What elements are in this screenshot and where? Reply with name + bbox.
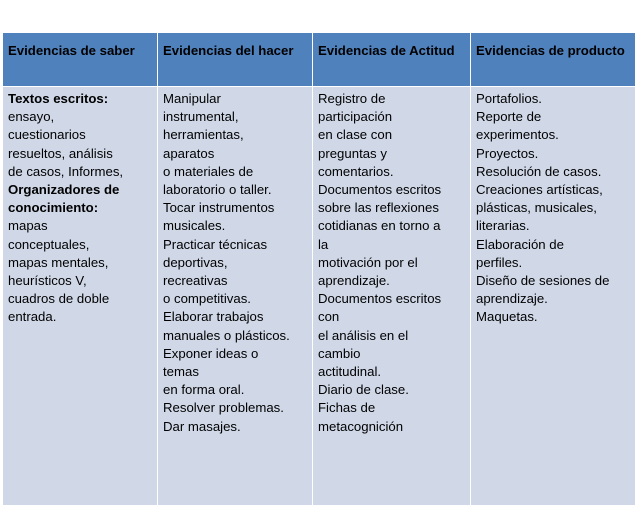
cell-line: preguntas y xyxy=(318,145,387,161)
cell-line: entrada. xyxy=(8,309,57,325)
cell-line: conocimiento: xyxy=(8,200,99,216)
table-header-row xyxy=(3,33,636,87)
cell-line: cotidianas en torno a xyxy=(318,218,441,234)
cell-line: Textos escritos: xyxy=(8,91,109,106)
cell-line: perfiles. xyxy=(476,254,523,270)
cell-line: Elaboración de xyxy=(476,236,564,252)
cell-line: herramientas, xyxy=(163,127,244,143)
cell-line: deportivas, xyxy=(163,254,228,270)
cell-line: instrumental, xyxy=(163,109,239,125)
cell-line: cambio xyxy=(318,345,361,361)
header-actitud: Evidencias de Actitud xyxy=(313,33,471,87)
cell-line: aprendizaje. xyxy=(476,291,548,307)
cell-line: el análisis en el xyxy=(318,327,409,343)
cell-line: musicales. xyxy=(163,218,226,234)
cell-line: aprendizaje. xyxy=(318,273,390,289)
cell-line: manuales o plásticos. xyxy=(163,327,290,343)
cell-line: Exponer ideas o xyxy=(163,345,259,361)
cell-line: Elaborar trabajos xyxy=(163,309,264,325)
cell-line: resueltos, análisis xyxy=(8,145,113,161)
cell-line: laboratorio o taller. xyxy=(163,182,272,198)
cell-line: Tocar instrumentos xyxy=(163,200,275,216)
cell-line: recreativas xyxy=(163,273,228,289)
cell-line: Resolver problemas. xyxy=(163,400,284,416)
cell-line: mapas xyxy=(8,218,48,234)
cell-line: Registro de xyxy=(318,91,386,106)
table-row xyxy=(3,87,636,506)
cell-line: cuestionarios xyxy=(8,127,86,143)
cell-actitud xyxy=(313,87,471,506)
cell-line: sobre las reflexiones xyxy=(318,200,439,216)
cell-producto xyxy=(471,87,636,506)
cell-line: literarias. xyxy=(476,218,530,234)
cell-line: Practicar técnicas xyxy=(163,236,268,252)
cell-line: Manipular xyxy=(163,91,221,106)
cell-line: heurísticos V, xyxy=(8,273,87,289)
cell-line: o competitivas. xyxy=(163,291,251,307)
cell-line: en forma oral. xyxy=(163,382,245,398)
cell-line: cuadros de doble xyxy=(8,291,110,307)
cell-line: Diario de clase. xyxy=(318,382,409,398)
cell-line: Creaciones artísticas, xyxy=(476,182,603,198)
cell-line: motivación por el xyxy=(318,254,418,270)
header-hacer: Evidencias del hacer xyxy=(158,33,313,87)
cell-line: participación xyxy=(318,109,393,125)
cell-line: aparatos xyxy=(163,145,215,161)
cell-line: Proyectos. xyxy=(476,145,539,161)
cell-line: Documentos escritos xyxy=(318,182,442,198)
cell-saber xyxy=(3,87,158,506)
cell-line: Documentos escritos xyxy=(318,291,442,307)
cell-line: Dar masajes. xyxy=(163,418,241,434)
cell-line: Maquetas. xyxy=(476,309,538,325)
cell-line: metacognición xyxy=(318,418,404,434)
cell-line: Portafolios. xyxy=(476,91,542,106)
cell-line: ensayo, xyxy=(8,109,55,125)
header-producto: Evidencias de producto xyxy=(471,33,636,87)
cell-line: comentarios. xyxy=(318,163,394,179)
cell-line: con xyxy=(318,309,340,325)
cell-line: conceptuales, xyxy=(8,236,90,252)
cell-hacer xyxy=(158,87,313,506)
cell-line: Diseño de sesiones de xyxy=(476,273,610,289)
cell-line: experimentos. xyxy=(476,127,559,143)
cell-line: plásticas, musicales, xyxy=(476,200,597,216)
cell-line: Resolución de casos. xyxy=(476,163,602,179)
cell-line: de casos, Informes, xyxy=(8,163,124,179)
evidence-table xyxy=(2,32,636,506)
cell-line: Organizadores de xyxy=(8,182,120,198)
cell-line: en clase con xyxy=(318,127,393,143)
cell-line: Reporte de xyxy=(476,109,542,125)
cell-line: mapas mentales, xyxy=(8,254,109,270)
cell-line: Fichas de xyxy=(318,400,376,416)
cell-line: actitudinal. xyxy=(318,364,382,380)
header-saber: Evidencias de saber xyxy=(3,33,158,87)
cell-line: temas xyxy=(163,364,199,380)
cell-line: o materiales de xyxy=(163,163,254,179)
cell-line: la xyxy=(318,236,329,252)
